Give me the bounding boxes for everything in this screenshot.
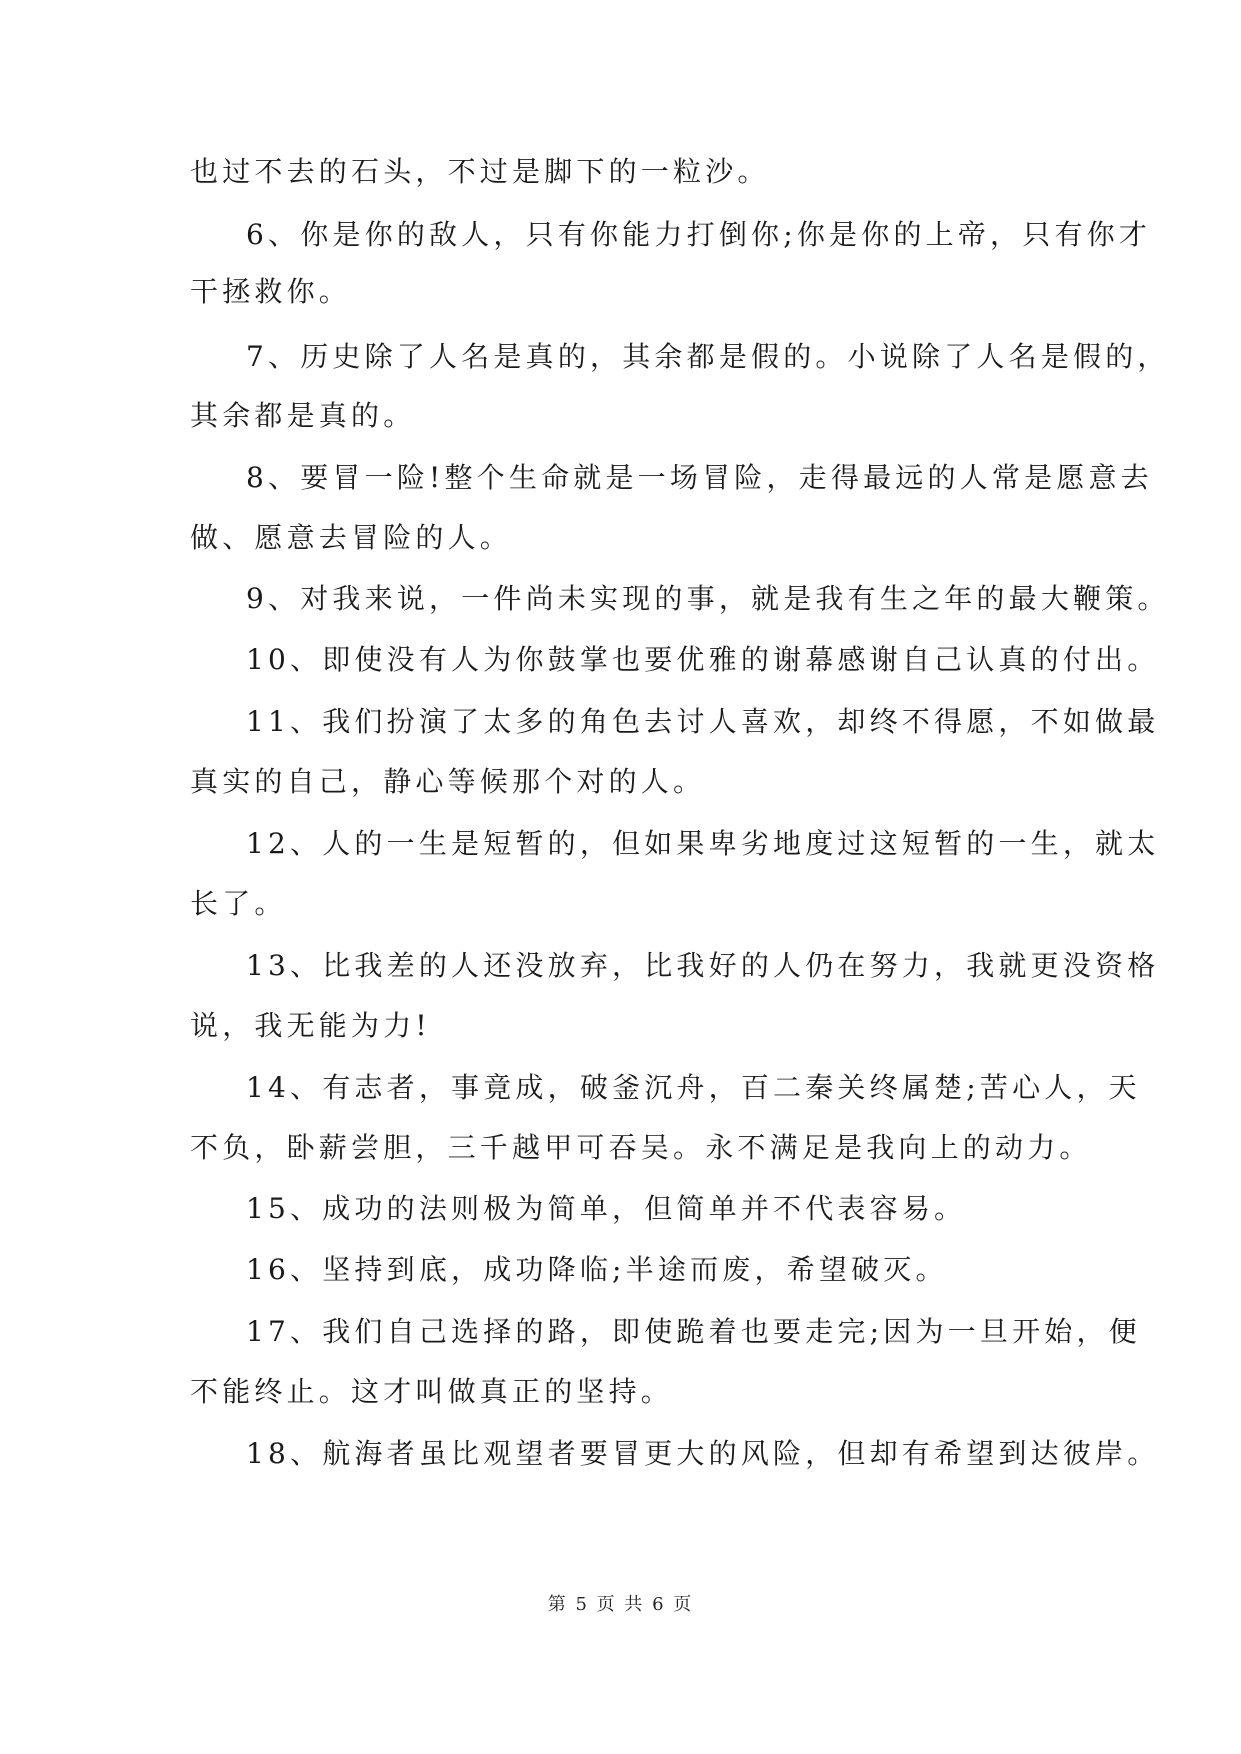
text-line: 也过不去的石头，不过是脚下的一粒沙。: [190, 155, 770, 188]
text-line: 不能终止。这才叫做真正的坚持。: [190, 1375, 674, 1408]
text-line: 12、人的一生是短暂的，但如果卑劣地度过这短暂的一生，就太: [246, 827, 1160, 860]
text-line: 长了。: [190, 887, 287, 920]
text-line: 18、航海者虽比观望者要冒更大的风险，但却有希望到达彼岸。: [246, 1437, 1160, 1470]
text-line: 15、成功的法则极为简单，但简单并不代表容易。: [246, 1192, 967, 1225]
text-line: 干拯救你。: [190, 275, 352, 308]
text-line: 14、有志者，事竟成，破釜沉舟，百二秦关终属楚;苦心人，天: [246, 1071, 1141, 1104]
text-line: 9、对我来说，一件尚未实现的事，就是我有生之年的最大鞭策。: [246, 582, 1170, 615]
text-line: 做、愿意去冒险的人。: [190, 521, 513, 554]
text-line: 真实的自己，静心等候那个对的人。: [190, 765, 706, 798]
text-line: 其余都是真的。: [190, 399, 416, 432]
text-line: 10、即使没有人为你鼓掌也要优雅的谢幕感谢自己认真的付出。: [246, 643, 1160, 676]
text-line: 6、你是你的敌人，只有你能力打倒你;你是你的上帝，只有你才: [246, 218, 1152, 251]
text-line: 8、要冒一险!整个生命就是一场冒险，走得最远的人常是愿意去: [246, 461, 1153, 494]
text-line: 17、我们自己选择的路，即使跪着也要走完;因为一旦开始，便: [246, 1315, 1141, 1348]
text-line: 7、历史除了人名是真的，其余都是假的。小说除了人名是假的，: [246, 340, 1170, 373]
page-number-footer: 第 5 页 共 6 页: [547, 1594, 694, 1615]
text-line: 说，我无能为力!: [190, 1009, 431, 1042]
text-line: 13、比我差的人还没放弃，比我好的人仍在努力，我就更没资格: [246, 949, 1160, 982]
text-line: 不负，卧薪尝胆，三千越甲可吞吴。永不满足是我向上的动力。: [190, 1131, 1092, 1164]
text-line: 11、我们扮演了太多的角色去讨人喜欢，却终不得愿，不如做最: [246, 705, 1160, 738]
text-line: 16、坚持到底，成功降临;半途而废，希望破灭。: [246, 1253, 948, 1286]
